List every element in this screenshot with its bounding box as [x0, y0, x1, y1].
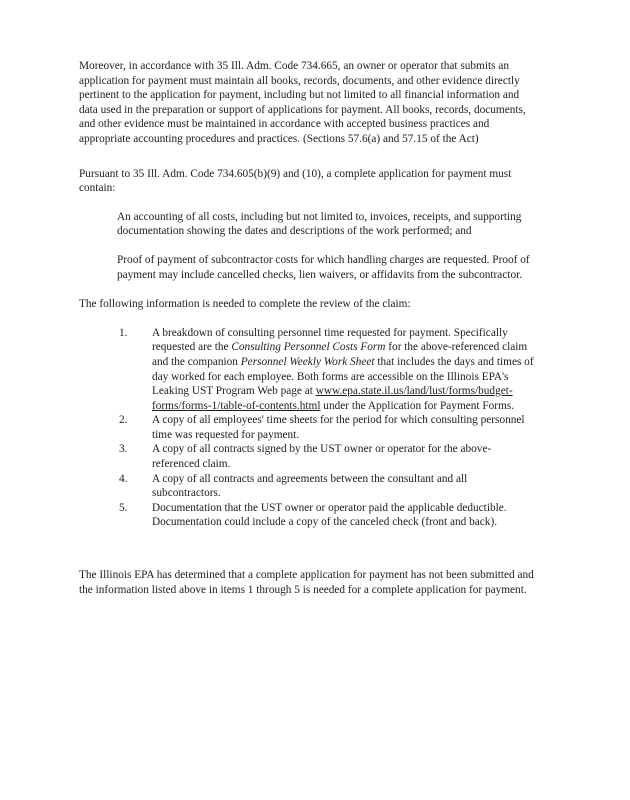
list-item — [79, 442, 537, 471]
required-items-list — [79, 326, 537, 530]
list-item-text: A copy of all contracts and agreements between the consultant and all subcontractors. — [152, 472, 468, 500]
list-item — [79, 472, 537, 501]
following-information-paragraph: The following information is needed to complete the review of the claim: — [79, 298, 411, 311]
personnel-weekly-work-sheet-title: Personnel Weekly Work Sheet — [240, 355, 375, 368]
recordkeeping-paragraph: Moreover, in accordance with 35 Ill. Adm. Code 734.665, an owner or operator that submits an application for payment must maintain all books, records, documents, and other evidence directly pertinent to the application for payment, including but not limited to all financial information and data used in the preparation or support of applications for payment. All books, records, documents, and other evidence must be maintained in accordance with accepted business practices and appropriate accounting procedures and practices. (Sections 57.6(a) and 57.15 of the Act) — [79, 60, 526, 145]
proof-of-payment-paragraph: Proof of payment of subcontractor costs for which handling charges are requested. Proof of payment may include cancelled checks, lien waivers, or affidavits from the subcontractor. — [117, 253, 530, 281]
consulting-personnel-costs-form-title: Consulting Personnel Costs Form — [231, 341, 386, 354]
list-item-text: A copy of all employees' time sheets for the period for which consulting personnel time was requested for payment. — [152, 414, 525, 441]
pursuant-paragraph: Pursuant to 35 Ill. Adm. Code 734.605(b)(9) and (10), a complete application for payment must contain: — [79, 167, 512, 195]
list-item — [79, 326, 537, 414]
list-item-number: 2. — [119, 414, 128, 427]
list-item-text: A breakdown of consulting personnel time requested for payment. Specifically requested are the — [152, 326, 508, 354]
list-item-number: 1. — [119, 326, 128, 339]
determination-paragraph: The Illinois EPA has determined that a complete application for payment has not been submitted and the information listed above in items 1 through 5 is needed for a complete application for payment. — [79, 569, 534, 596]
list-item-text: Documentation that the UST owner or operator paid the applicable deductible. Documentation could include a copy of the canceled check (front and back). — [152, 501, 507, 529]
list-item-text: that includes the days and times of day worked for each employee. Both forms are accessible on the Illinois EPA's Leaking UST Program Web page at — [152, 355, 534, 398]
list-item-text: A copy of all contracts signed by the UST owner or operator for the above-referenced claim. — [152, 443, 492, 471]
list-item-number: 3. — [119, 443, 128, 456]
list-item-text: under the Application for Payment Forms. — [320, 399, 515, 412]
list-item-number: 4. — [119, 472, 128, 485]
document-page — [79, 59, 537, 597]
list-item — [79, 413, 537, 442]
lust-forms-link[interactable]: www.epa.state.il.us/land/lust/forms/budget-forms/forms-1/table-of-contents.html — [152, 385, 513, 412]
accounting-requirement-paragraph: An accounting of all costs, including but not limited to, invoices, receipts, and supporting documentation showing the dates and descriptions of the work performed; and — [117, 210, 522, 238]
list-item-text: for the above-referenced claim and the companion — [152, 341, 528, 368]
list-item — [79, 501, 537, 530]
list-item-number: 5. — [119, 501, 128, 514]
